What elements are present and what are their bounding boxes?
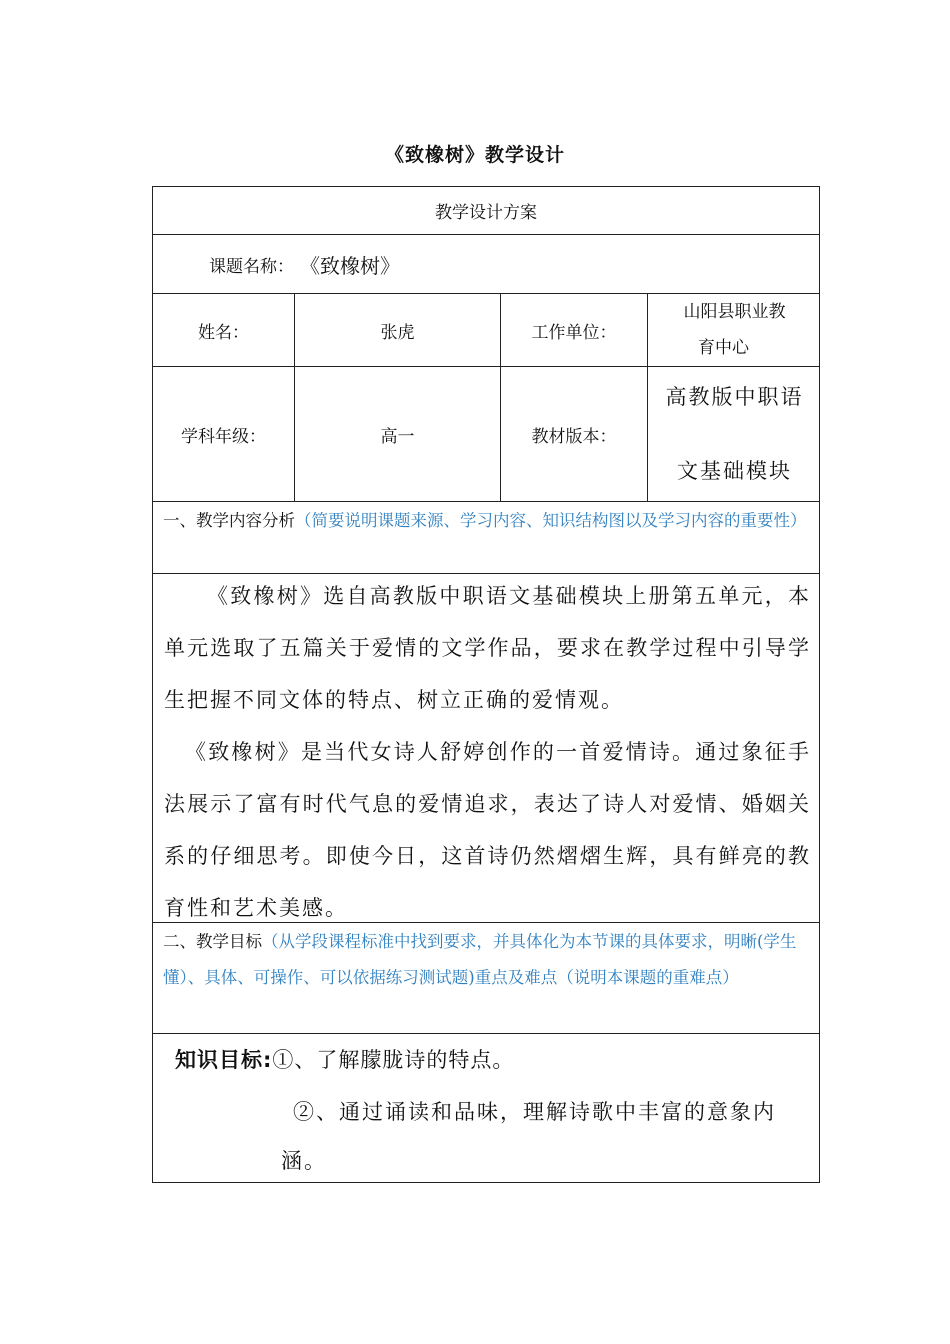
edition-value-line2: 文基础模块 [677,459,792,483]
unit-value-line2: 育中心 [698,338,749,358]
section1-heading: 一、教学内容分析 [163,511,295,530]
section1-heading-row [153,502,819,574]
objectives-label: 知识目标: [175,1048,273,1072]
section2-key-points: 重点及难点 [474,968,558,987]
topic-value: 《致橡树》 [300,253,400,278]
section1-heading-text [163,504,813,538]
section2-heading: 二、教学目标 [163,932,262,951]
name-row [153,294,819,367]
objectives-row [153,1034,819,1184]
section2-heading-text [163,924,813,996]
objective-1 [175,1044,514,1074]
grade-label: 学科年级： [153,367,295,501]
section2-hint-1: （从学段课程标准中找到要求，并具体化为本节课的具体要求，明晰(学生懂）、具体、可操作、可以依据练习测试题) [163,932,797,987]
edition-value-line1: 高教版中职语 [665,385,804,409]
section1-paragraph: 《致橡树》是当代女诗人舒婷创作的一首爱情诗。通过象征手法展示了富有时代气息的爱情追求，表达了诗人对爱情、婚姻关系的仔细思考。即使今日，这首诗仍然熠熠生辉，具有鲜亮的教育性和艺术美感。 [164,740,811,920]
table-header-row [153,187,819,235]
name-label: 姓名： [153,294,295,366]
objective-2-line2: 涵。 [281,1149,327,1173]
objective-2-line1: ②、通过诵读和品味，理解诗歌中丰富的意象内 [293,1100,776,1124]
topic-row [153,235,819,294]
section1-content-row [153,574,819,923]
objective-1-text: ①、了解朦胧诗的特点。 [272,1048,515,1072]
edition-value [648,367,821,501]
topic-cell [153,235,819,293]
section1-hint: （简要说明课题来源、学习内容、知识结构图以及学习内容的重要性） [295,511,807,530]
table-header: 教学设计方案 [435,203,537,223]
grade-value: 高一 [295,367,501,501]
unit-label: 工作单位： [501,294,648,366]
lesson-design-table [152,186,820,1183]
section1-content [164,570,811,934]
edition-label: 教材版本： [501,367,648,501]
unit-value [648,294,821,366]
section1-paragraph: 《致橡树》选自高教版中职语文基础模块上册第五单元，本单元选取了五篇关于爱情的文学作品，要求在教学过程中引导学生把握不同文体的特点、树立正确的爱情观。 [164,584,811,712]
section2-heading-row [153,923,819,1034]
topic-label: 课题名称： [209,256,294,277]
section2-hint-2: （说明本课题的重难点） [557,968,739,987]
unit-value-line1: 山阳县职业教 [683,302,786,322]
name-value: 张虎 [295,294,501,366]
document-title: 《致橡树》教学设计 [384,144,565,166]
grade-row [153,367,819,502]
